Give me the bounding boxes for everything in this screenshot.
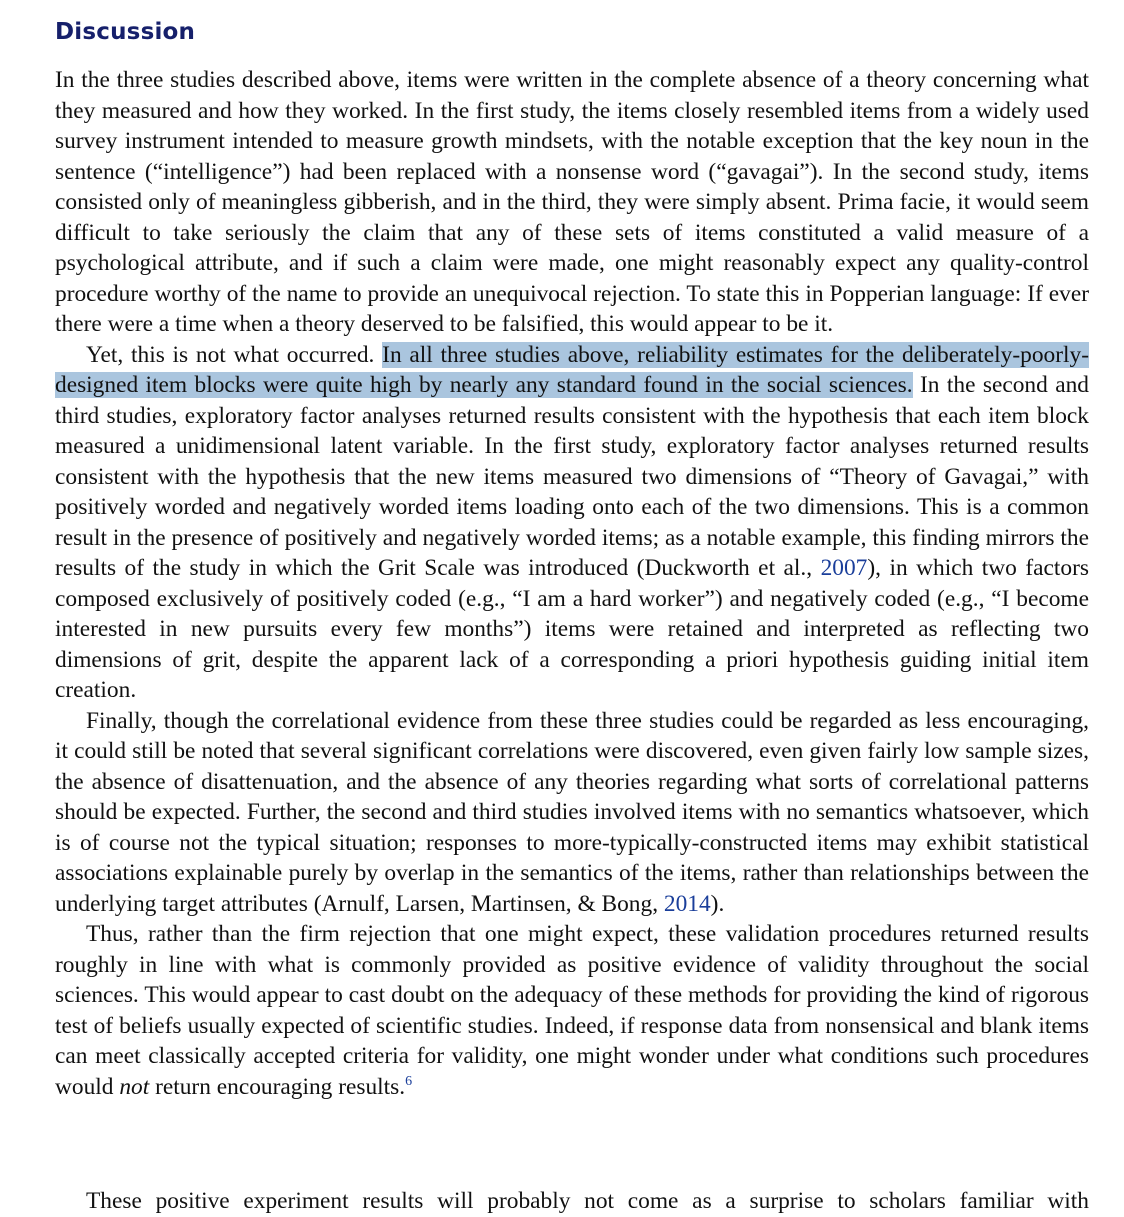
article-page (55, 14, 1089, 1102)
paragraph-3 (55, 706, 1089, 920)
paragraph-5-partial: These positive experiment results will probably not come as a surprise to scholars familiar with (86, 1188, 1089, 1214)
paragraph-2 (55, 340, 1089, 706)
citation-link-arnulf-2014[interactable]: 2014 (663, 890, 711, 917)
paragraph-3-body: Finally, though the correlational evidence from these three studies could be regarded as less encouraging, it could still be noted that several significant correlations were discovered, even given fairly low sample sizes, the absence of disattenuation, and the absence of any theories regarding what sorts of correlational patterns should be expected. Further, the second and third studies involved items with no semantics whatsoever, which is of course not the typical situation; responses to more-typically-constructed items may exhibit statistical associations explainable purely by overlap in the semantics of the items, rather than relationships between the underlying target attributes (Arnulf, Larsen, Martinsen, & Bong, (55, 707, 1089, 917)
paragraph-1 (55, 65, 1089, 340)
paragraph-2-tail: ), in which two factors composed exclusively of positively coded (e.g., “I am a hard worker”) and negatively coded (e.g., “I become interested in new pursuits every few months”) items were retained and interpreted as reflecting two dimensions of grit, despite the apparent lack of a corresponding a priori hypothesis guiding initial item creation. (55, 555, 1089, 703)
paragraph-4 (55, 919, 1089, 1102)
paragraph-2-lead: Yet, this is not what occurred. (86, 341, 383, 368)
highlighted-sentence[interactable]: In all three studies above, reliability estimates for the deliberately-poorly-designed item blocks were quite high by nearly any standard found in the social sciences. (55, 341, 1089, 398)
paragraph-2-body: In the second and third studies, exploratory factor analyses returned results consistent with the hypothesis that each item block measured a unidimensional latent variable. In the first study, exploratory factor analyses returned results consistent with the hypothesis that the new items measured two dimensions of “Theory of Gavagai,” with positively worded and negatively worded items loading onto each of the two dimensions. This is a common result in the presence of positively and negatively worded items; as a notable example, this finding mirrors the results of the study in which the Grit Scale was introduced (Duckworth et al., (55, 372, 1089, 581)
emphasis-not: not (119, 1073, 150, 1100)
paragraph-4-tail: return encouraging results. (149, 1073, 406, 1100)
section-heading: Discussion (55, 19, 196, 45)
paragraph-1-text: In the three studies described above, items were written in the complete absence of a theory concerning what they measured and how they worked. In the first study, the items closely resembled items from a widely used survey instrument intended to measure growth mindsets, with the notable exception that the key noun in the sentence (“intelligence”) had been replaced with a nonsense word (“gavagai”). In the second study, items consisted only of meaningless gibberish, and in the third, they were simply absent. Prima facie, it would seem difficult to take seriously the claim that any of these sets of items constituted a valid measure of a psychological attribute, and if such a claim were made, one might reasonably expect any quality-control procedure worthy of the name to provide an unequivocal rejection. To state this in Popperian language: If ever there were a time when a theory deserved to be falsified, this would appear to be it. (55, 67, 1089, 337)
citation-link-duckworth-2007[interactable]: 2007 (820, 555, 868, 581)
footnote-marker-6[interactable]: 6 (405, 1073, 413, 1089)
paragraph-4-body: Thus, rather than the firm rejection that one might expect, these validation procedures returned results roughly in line with what is commonly provided as positive evidence of validity throughout the social sciences. This would appear to cast doubt on the adequacy of these methods for providing the kind of rigorous test of beliefs usually expected of scientific studies. Indeed, if response data from nonsensical and blank items can meet classically accepted criteria for validity, one might wonder under what conditions such procedures would (55, 921, 1089, 1100)
paragraph-3-tail: ). (710, 890, 725, 917)
